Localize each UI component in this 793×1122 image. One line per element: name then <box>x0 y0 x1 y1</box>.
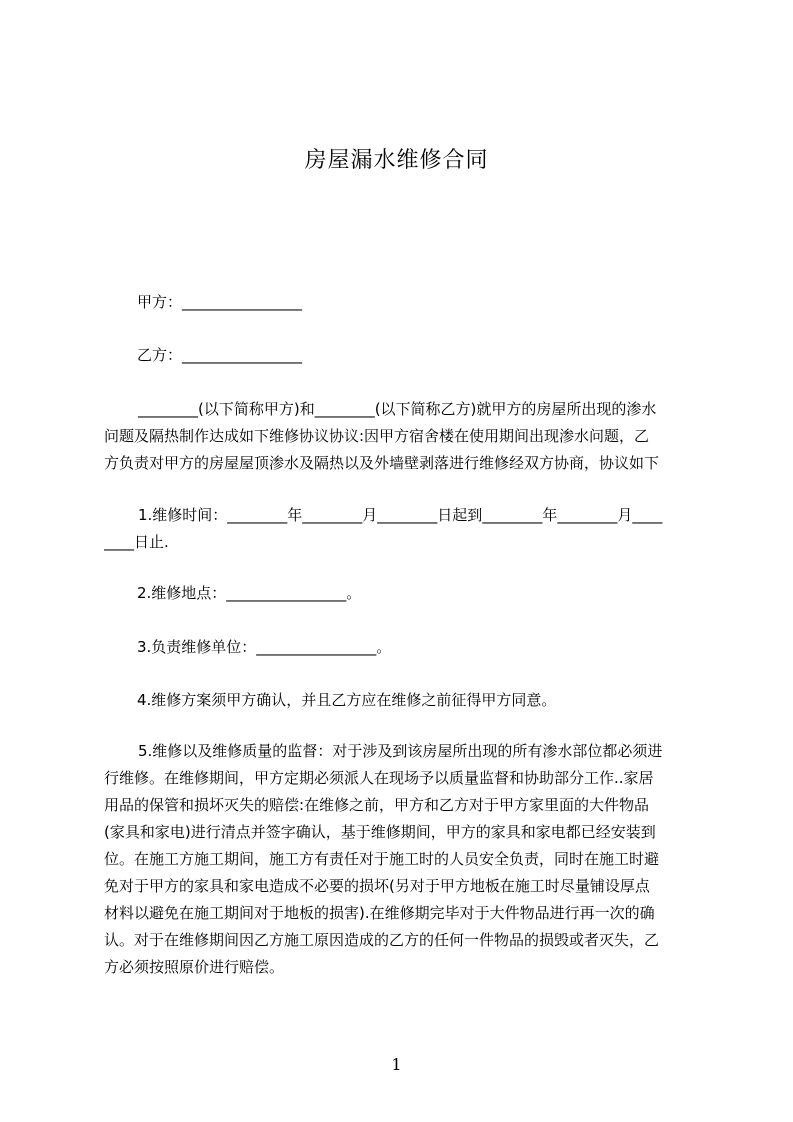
page-number: 1 <box>391 1055 402 1074</box>
clause-4: 4.维修方案须甲方确认，并且乙方应在维修之前征得甲方同意。 <box>137 691 557 709</box>
party-a-line: 甲方：________________ <box>137 293 303 311</box>
clause-5-line: 位。在施工方施工期间，施工方有责任对于施工时的人员安全负责，同时在施工时避 <box>104 850 660 868</box>
clause-1-line: ____日止. <box>104 533 169 551</box>
clause-5-line: 免对于甲方的家具和家电造成不必要的损坏(另对于甲方地板在施工时尽量铺设厚点 <box>104 877 650 895</box>
intro-paragraph <box>104 396 700 477</box>
intro-line: 方负责对甲方的房屋屋顶渗水及隔热以及外墙壁剥落进行维修经双方协商，协议如下 <box>104 454 660 472</box>
clause-5-line: 用品的保管和损坏灭失的赔偿:在维修之前，甲方和乙方对于甲方家里面的大件物品 <box>104 796 650 814</box>
intro-line: ________(以下简称甲方)和________(以下简称乙方)就甲方的房屋所出现的渗水 <box>138 400 657 418</box>
clause-1 <box>104 502 700 556</box>
intro-line: 问题及隔热制作达成如下维修协议协议:因甲方宿舍楼在使用期间出现渗水问题，乙 <box>104 427 650 445</box>
clause-5-line: 方必须按照原价进行赔偿。 <box>104 958 285 976</box>
clause-2: 2.维修地点：________________。 <box>137 584 362 602</box>
clause-5-line: 行维修。在维修期间，甲方定期必须派人在现场予以质量监督和协助部分工作..家居 <box>104 769 654 787</box>
page-title: 房屋漏水维修合同 <box>304 148 489 173</box>
clause-5 <box>104 738 700 981</box>
clause-5-line: 5.维修以及维修质量的监督：对于涉及到该房屋所出现的所有渗水部位都必须进 <box>138 742 663 760</box>
party-b-line: 乙方：________________ <box>137 346 303 364</box>
clause-3: 3.负责维修单位：________________。 <box>137 638 392 656</box>
clause-1-line: 1.维修时间：________年________月________日起到________年________月____ <box>138 506 663 524</box>
clause-5-line: (家具和家电)进行清点并签字确认，基于维修期间，甲方的家具和家电都已经安装到 <box>104 823 656 841</box>
clause-5-line: 认。对于在维修期间因乙方施工原因造成的乙方的任何一件物品的损毁或者灭失，乙 <box>104 931 660 949</box>
clause-5-line: 材料以避免在施工期间对于地板的损害).在维修期完毕对于大件物品进行再一次的确 <box>104 904 655 922</box>
